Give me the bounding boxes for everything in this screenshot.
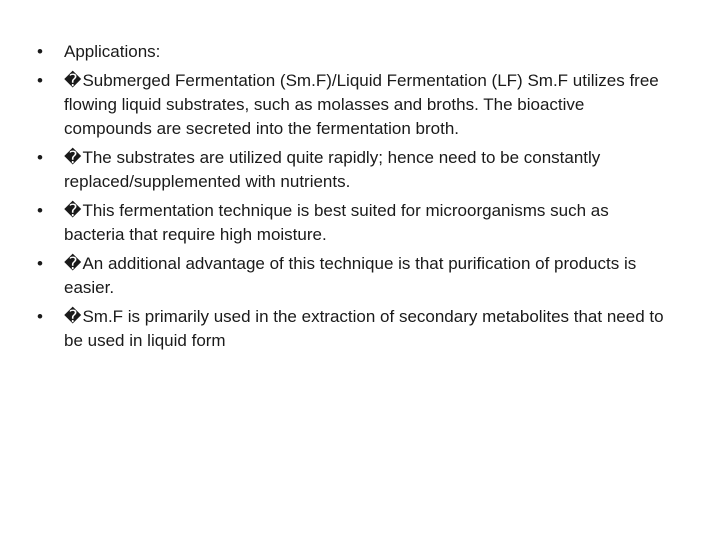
missing-glyph-icon: �	[64, 307, 82, 326]
bullet-icon: •	[37, 42, 43, 61]
bullet-icon: •	[37, 307, 43, 326]
list-item-smf-usage	[30, 305, 670, 353]
missing-glyph-icon: �	[64, 71, 82, 90]
bullet-icon: •	[37, 148, 43, 167]
list-item-submerged-fermentation	[30, 69, 670, 141]
bullet-icon: •	[37, 71, 43, 90]
list-item-text: An additional advantage of this technique is that purification of products is easier.	[64, 254, 637, 297]
missing-glyph-icon: �	[64, 201, 82, 220]
missing-glyph-icon: �	[64, 254, 82, 273]
list-item-text: The substrates are utilized quite rapidly; hence need to be constantly replaced/supplemented with nutrients.	[64, 148, 601, 191]
list-item-advantage	[30, 252, 670, 300]
bullet-icon: •	[37, 201, 43, 220]
list-item-text: This fermentation technique is best suited for microorganisms such as bacteria that require high moisture.	[64, 201, 609, 244]
list-item-text: Sm.F is primarily used in the extraction of secondary metabolites that need to be used in liquid form	[64, 307, 664, 350]
bullet-icon: •	[37, 254, 43, 273]
list-item-text: Applications:	[64, 42, 161, 61]
list-item-substrates	[30, 146, 670, 194]
missing-glyph-icon: �	[64, 148, 82, 167]
bullet-list	[30, 40, 670, 358]
list-item-text: Submerged Fermentation (Sm.F)/Liquid Fermentation (LF) Sm.F utilizes free flowing liquid substrates, such as molasses and broths. The bioactive compounds are secreted into the fermentation broth.	[64, 71, 659, 138]
list-item-applications	[30, 40, 670, 64]
list-item-technique	[30, 199, 670, 247]
